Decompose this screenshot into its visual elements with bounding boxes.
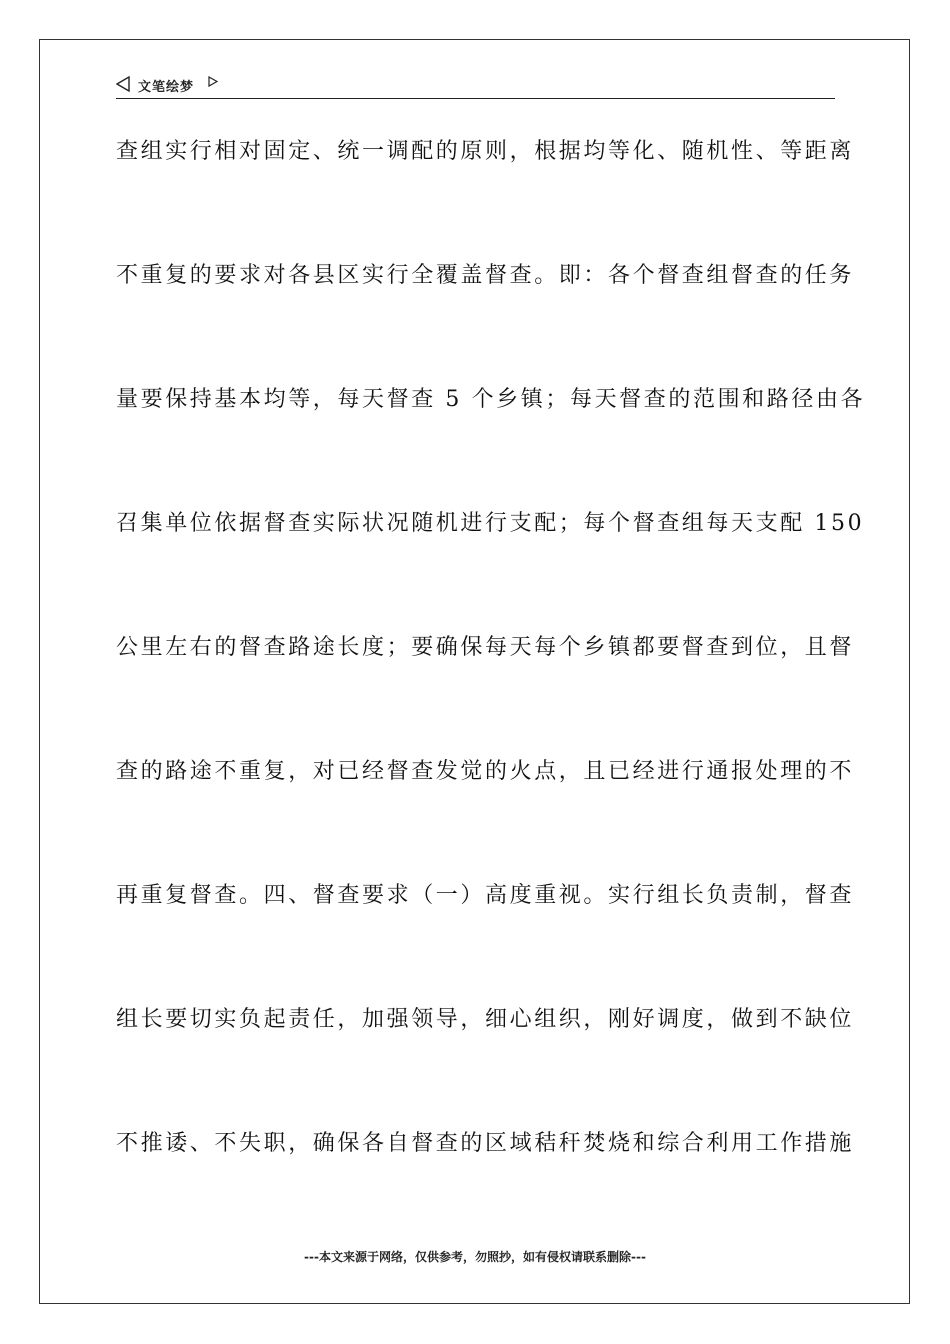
text-line: 再重复督查。四、督查要求（一）高度重视。实行组长负责制，督查 [116, 883, 855, 908]
text-line: 量要保持基本均等，每天督查 5 个乡镇；每天督查的范围和路径由各 [116, 387, 866, 412]
header-brand: 文笔绘梦 [138, 80, 195, 95]
body-text [116, 136, 866, 1252]
text-line: 组长要切实负起责任，加强领导，细心组织，刚好调度，做到不缺位 [116, 1007, 855, 1032]
text-line: 召集单位依据督查实际状况随机进行支配；每个督查组每天支配 150 [116, 511, 865, 536]
page-header [116, 72, 835, 99]
text-line: 公里左右的督查路途长度；要确保每天每个乡镇都要督查到位，且督 [116, 635, 855, 660]
text-line: 查组实行相对固定、统一调配的原则，根据均等化、随机性、等距离 [116, 139, 855, 164]
text-line: 不推诿、不失职，确保各自督查的区域秸秆焚烧和综合利用工作措施 [116, 1131, 855, 1156]
footer-notice: ---本文来源于网络，仅供参考，勿照抄，如有侵权请联系删除--- [304, 1250, 646, 1264]
left-triangle-icon [116, 76, 130, 92]
right-triangle-icon [208, 76, 218, 87]
text-line: 不重复的要求对各县区实行全覆盖督查。即：各个督查组督查的任务 [116, 263, 855, 288]
text-line: 查的路途不重复，对已经督查发觉的火点，且已经进行通报处理的不 [116, 759, 855, 784]
